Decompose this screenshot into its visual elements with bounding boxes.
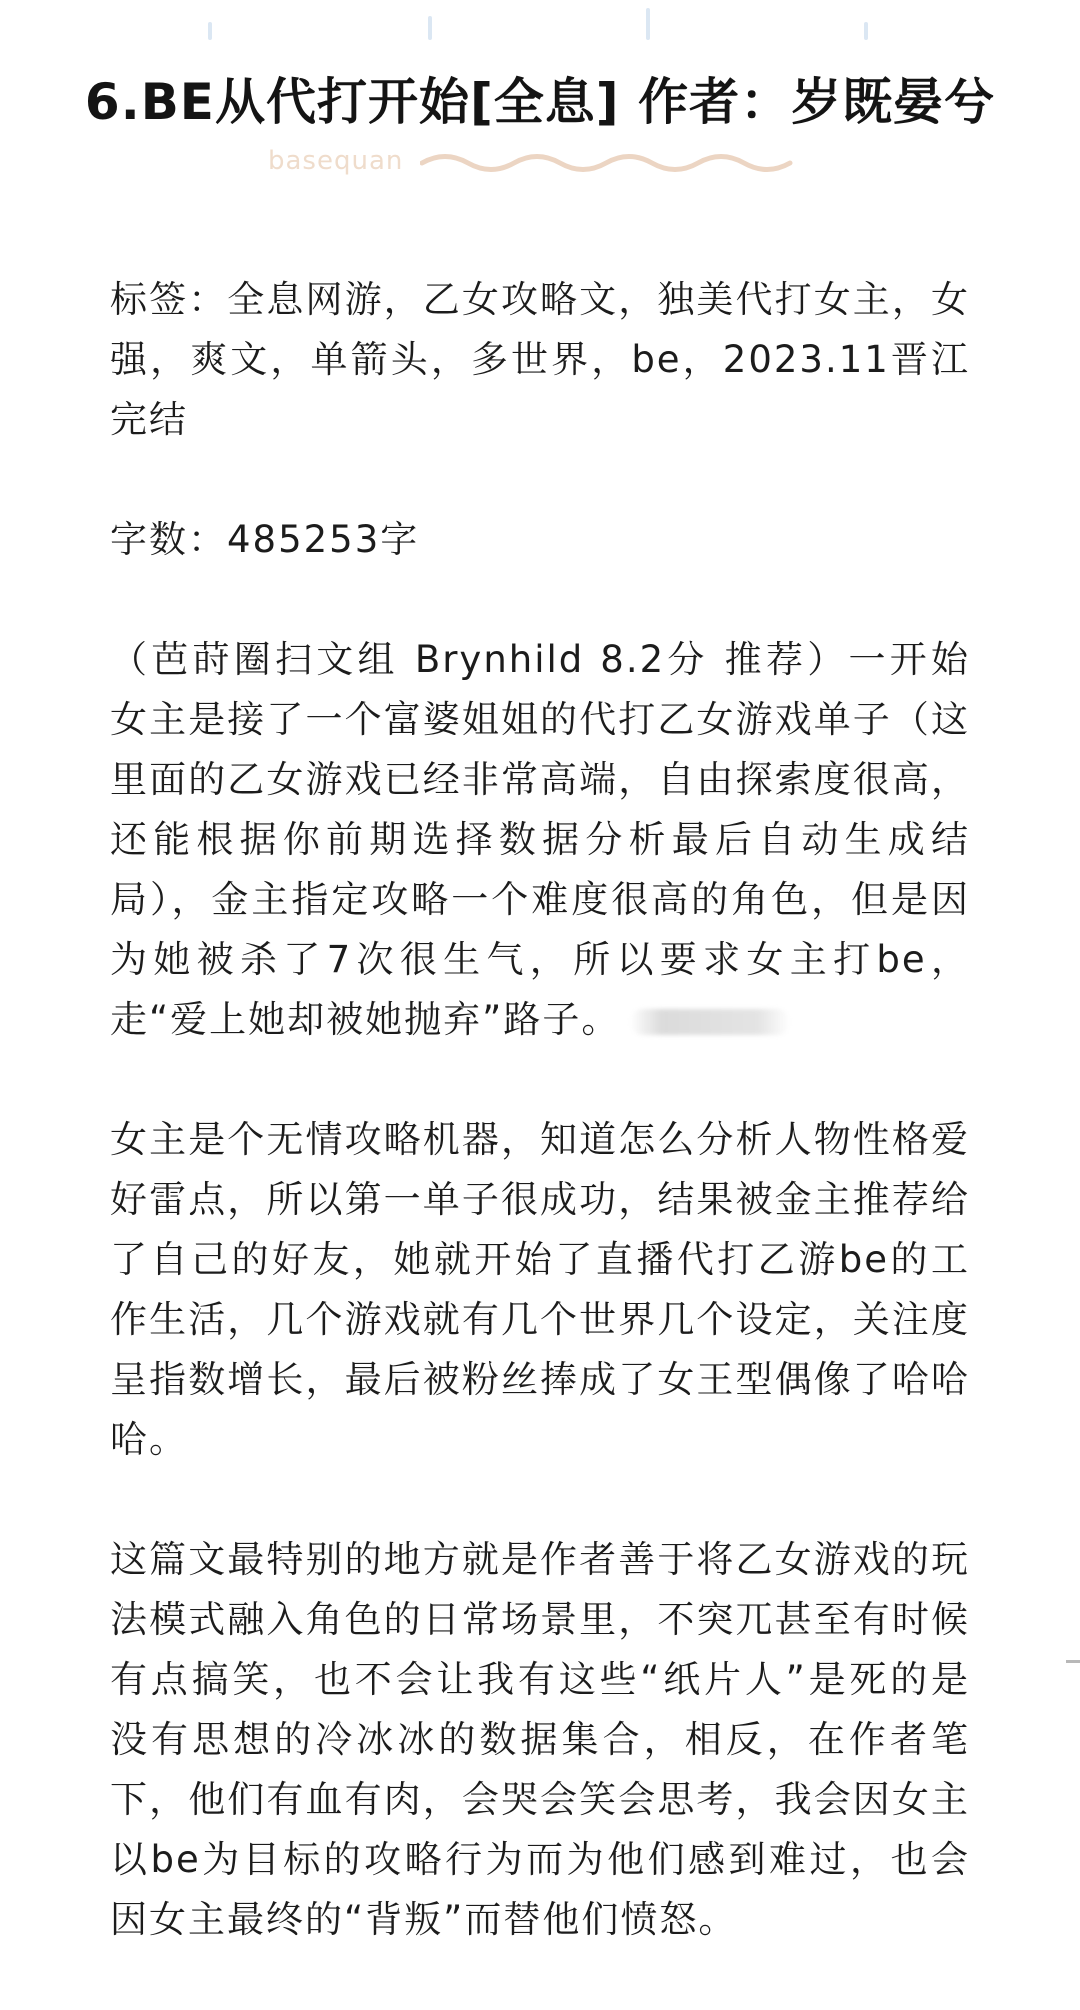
review-paragraph: 这篇文最特别的地方就是作者善于将乙女游戏的玩法模式融入角色的日常场景里，不突兀甚至有时候有点搞笑，也不会让我有这些“纸片人”是死的是没有思想的冷冰冰的数据集合，相反，在作者笔下，他们有血有肉，会哭会笑会思考，我会因女主以be为目标的攻略行为而为他们感到难过，也会因女主最终的“背叛”而替他们愤怒。 (110, 1538, 970, 1941)
wave-divider-icon (420, 148, 800, 178)
tick-mark (864, 22, 868, 40)
article-body (110, 270, 970, 2010)
brand-watermark: basequan (268, 146, 404, 176)
intro-text: （芭莳圈扫文组 Brynhild 8.2分 推荐）一开始女主是接了一个富婆姐姐的代打乙女游戏单子（这里面的乙女游戏已经非常高端，自由探索度很高，还能根据你前期选择数据分析最后自动生成结局），金主指定攻略一个难度很高的角色，但是因为她被杀了7次很生气，所以要求女主打be，走“爱上她却被她抛弃”路子。 (110, 638, 970, 1041)
tick-mark (646, 8, 650, 40)
top-decoration (0, 0, 1080, 60)
blurred-watermark (630, 1009, 790, 1035)
tags-paragraph: 标签：全息网游，乙女攻略文，独美代打女主，女强，爽文，单箭头，多世界，be，2023.11晋江完结 (110, 278, 970, 441)
plot-paragraph: 女主是个无情攻略机器，知道怎么分析人物性格爱好雷点，所以第一单子很成功，结果被金主推荐给了自己的好友，她就开始了直播代打乙游be的工作生活，几个游戏就有几个世界几个设定，关注度呈指数增长，最后被粉丝捧成了女王型偶像了哈哈哈。 (110, 1118, 970, 1461)
scroll-indicator (1066, 1660, 1080, 1663)
word-count: 字数：485253字 (110, 518, 420, 561)
tick-mark (428, 16, 432, 40)
tick-mark (208, 22, 212, 40)
page-title: 6.BE从代打开始[全息] 作者：岁既晏兮 (84, 73, 996, 131)
intro-paragraph (110, 630, 970, 1050)
